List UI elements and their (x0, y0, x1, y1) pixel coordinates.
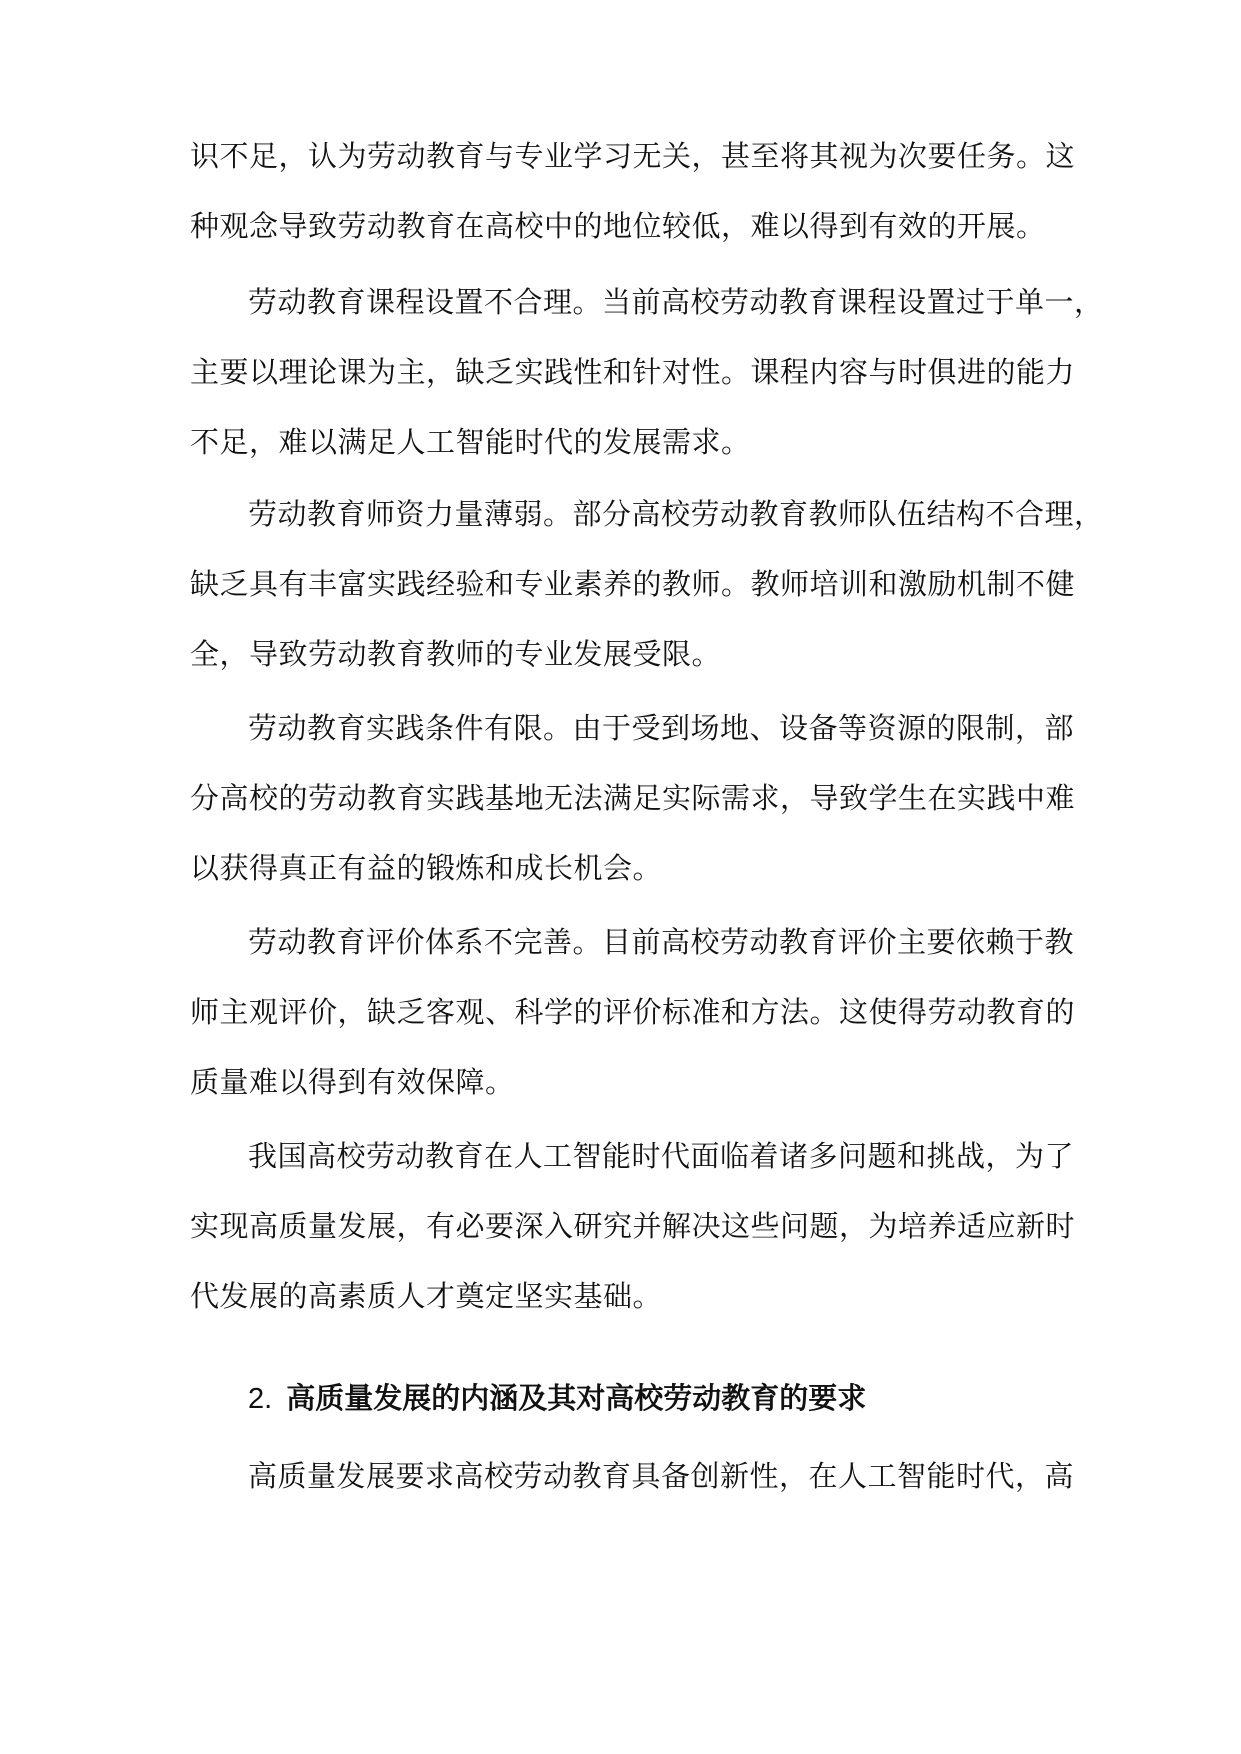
paragraph-line: 质量难以得到有效保障。 (190, 1065, 515, 1099)
paragraph-line: 师主观评价，缺乏客观、科学的评价标准和方法。这使得劳动教育的 (190, 995, 1076, 1029)
paragraph-line: 识不足，认为劳动教育与专业学习无关，甚至将其视为次要任务。这 (190, 139, 1076, 173)
paragraph-line: 高质量发展要求高校劳动教育具备创新性，在人工智能时代，高 (248, 1459, 1075, 1493)
paragraph-line: 不足，难以满足人工智能时代的发展需求。 (190, 425, 751, 459)
paragraph-line: 主要以理论课为主，缺乏实践性和针对性。课程内容与时俱进的能力 (190, 355, 1076, 389)
paragraph-line: 全，导致劳动教育教师的专业发展受限。 (190, 637, 722, 671)
paragraph-line: 以获得真正有益的锻炼和成长机会。 (190, 851, 663, 885)
paragraph-line: 劳动教育评价体系不完善。目前高校劳动教育评价主要依赖于教 (248, 925, 1075, 959)
section-title: 高质量发展的内涵及其对高校劳动教育的要求 (286, 1381, 867, 1415)
paragraph-line: 劳动教育课程设置不合理。当前高校劳动教育课程设置过于单一， (248, 285, 1104, 319)
paragraph-line: 缺乏具有丰富实践经验和专业素养的教师。教师培训和激励机制不健 (190, 567, 1076, 601)
paragraph-line: 种观念导致劳动教育在高校中的地位较低，难以得到有效的开展。 (190, 209, 1046, 243)
paragraph-line: 分高校的劳动教育实践基地无法满足实际需求，导致学生在实践中难 (190, 781, 1076, 815)
paragraph-line: 实现高质量发展，有必要深入研究并解决这些问题，为培养适应新时 (190, 1209, 1076, 1243)
paragraph-line: 劳动教育师资力量薄弱。部分高校劳动教育教师队伍结构不合理， (248, 497, 1104, 531)
section-number: 2. (248, 1383, 273, 1415)
section-heading (248, 1378, 1070, 1418)
paragraph-line: 劳动教育实践条件有限。由于受到场地、设备等资源的限制，部 (248, 711, 1075, 745)
paragraph-line: 我国高校劳动教育在人工智能时代面临着诸多问题和挑战，为了 (248, 1139, 1075, 1173)
paragraph-line: 代发展的高素质人才奠定坚实基础。 (190, 1279, 663, 1313)
